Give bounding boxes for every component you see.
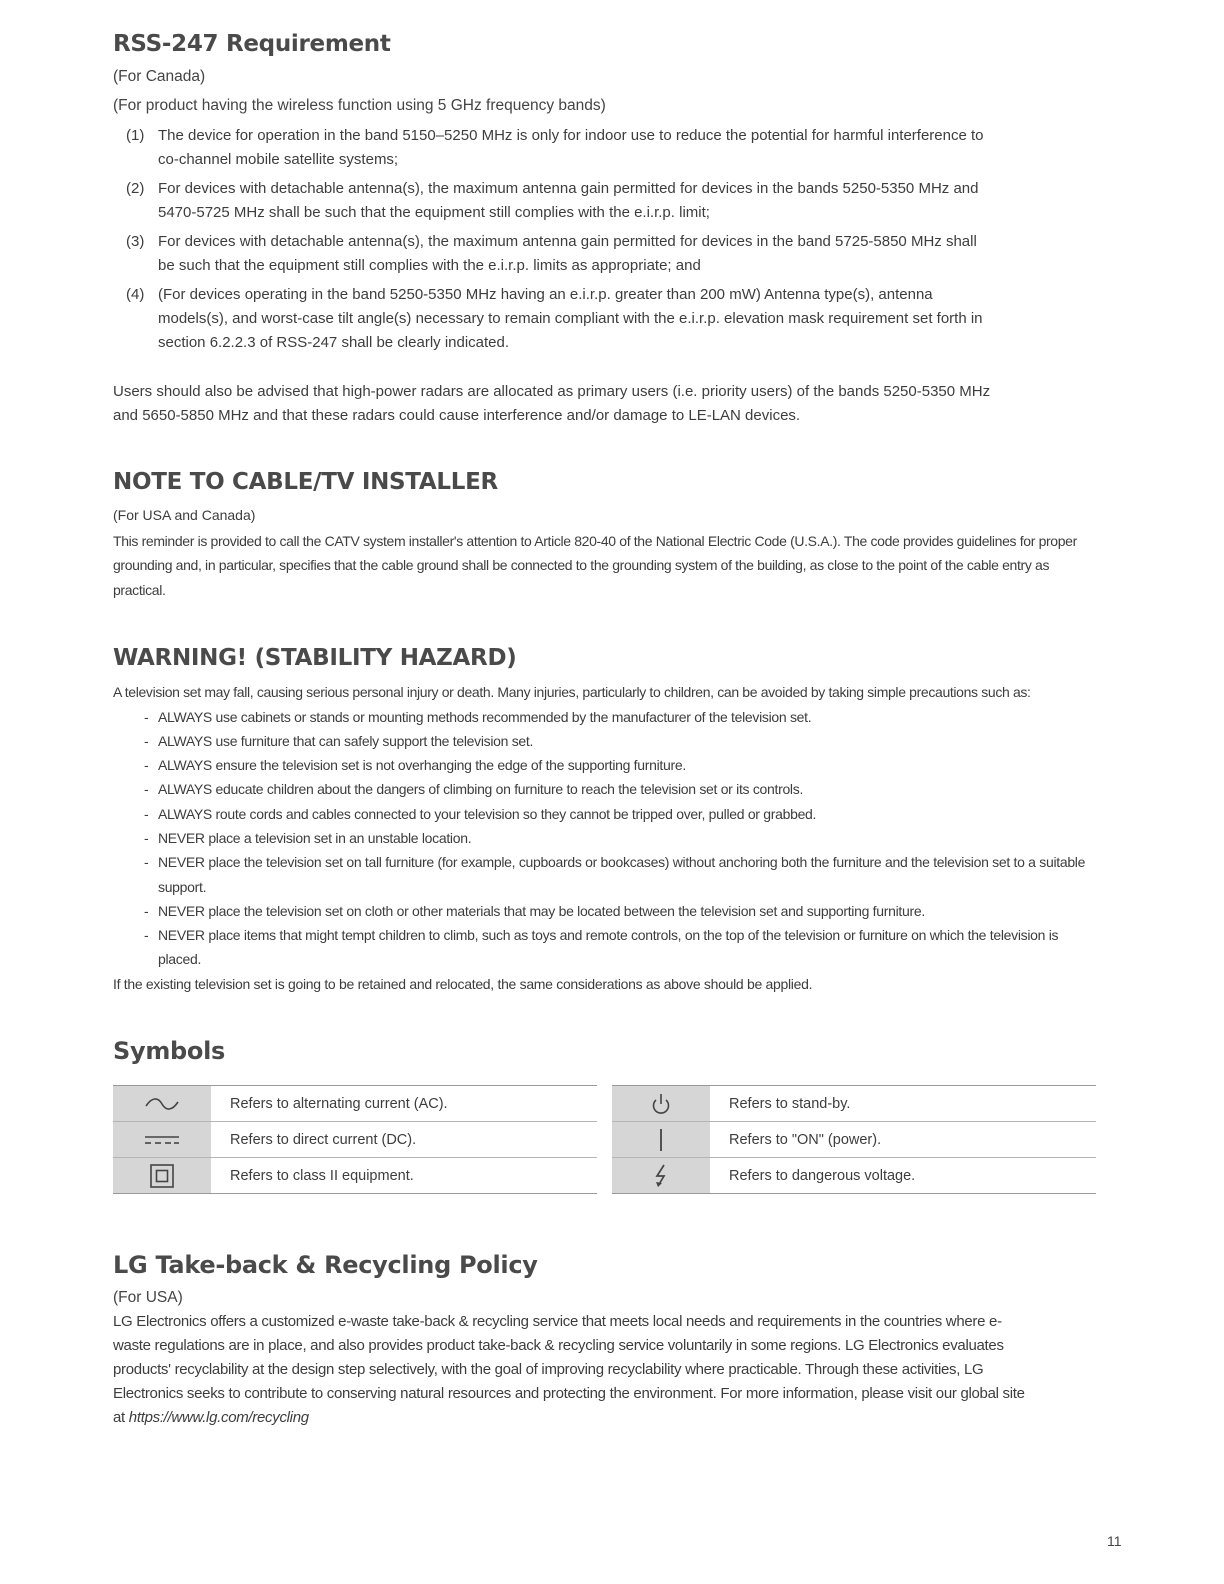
page-number: 11 — [1107, 1533, 1122, 1549]
rss-247-list — [113, 124, 993, 355]
rss-247-note: Users should also be advised that high-power radars are allocated as primary users (i.e. priority users) of the bands 5250-5350 MHz and 5650-5850 MHz and that these radars could cause interference and/or damage to LE-LAN devices. — [113, 383, 991, 424]
symbol-description: Refers to dangerous voltage. — [729, 1167, 916, 1184]
recycling-text: LG Electronics offers a customized e-waste take-back & recycling service that meets local needs and requirements in the countries where e-waste regulations are in place, and also provides product take-back & recycling service voluntarily in some regions. LG Electronics evaluates products' recyclability at the design step selectively, with the goal of improving recyclability where practicable. Through these activities, LG Electronics seeks to contribute to conserving natural resources and protecting the environment. For more information, please visit our global site at https://www.lg.com/recycling — [113, 1313, 1025, 1426]
recycling-link[interactable]: https://www.lg.com/recycling — [128, 1409, 309, 1426]
table-row — [113, 1122, 597, 1158]
symbol-description: Refers to class II equipment. — [230, 1167, 414, 1184]
catv-heading: NOTE TO CABLE/TV INSTALLER — [113, 469, 498, 495]
symbols-table-left — [113, 1085, 597, 1194]
symbols-heading: Symbols — [113, 1037, 226, 1065]
list-item: - ALWAYS use furniture that can safely support the television set. — [113, 729, 1098, 753]
warning-heading: WARNING! (STABILITY HAZARD) — [113, 645, 517, 671]
ac-icon — [113, 1086, 211, 1121]
list-item: - ALWAYS ensure the television set is not overhanging the edge of the supporting furniture. — [113, 753, 1098, 777]
table-row — [612, 1086, 1096, 1122]
table-row — [113, 1086, 597, 1122]
catv-text: This reminder is provided to call the CATV system installer's attention to Article 820-40 of the National Electric Code (U.S.A.). The code provides guidelines for proper grounding and, in particular, specifies that the cable ground shall be connected to the grounding system of the building, as close to the point of the cable entry as practical. — [113, 532, 1077, 598]
list-item: - ALWAYS educate children about the dangers of climbing on furniture to reach the television set or its controls. — [113, 777, 1098, 801]
list-item: - ALWAYS route cords and cables connected to your television so they cannot be tripped over, pulled or grabbed. — [113, 802, 1098, 826]
warning-intro: A television set may fall, causing serious personal injury or death. Many injuries, particularly to children, can be avoided by taking simple precautions such as: — [113, 684, 1031, 700]
list-item: (4) (For devices operating in the band 5250-5350 MHz having an e.i.r.p. greater than 200 mW) Antenna type(s), antenna models(s), and worst-case tilt angle(s) necessary to remain compliant with the e.i.r.p. elevation mask requirement set forth in section 6.2.2.3 of RSS-247 shall be clearly indicated. — [126, 286, 983, 351]
list-item: (1) The device for operation in the band 5150–5250 MHz is only for indoor use to reduce the potential for harmful interference to co-channel mobile satellite systems; — [126, 127, 984, 168]
symbol-description: Refers to stand-by. — [729, 1095, 851, 1112]
symbol-description: Refers to alternating current (AC). — [230, 1095, 448, 1112]
warning-list — [113, 705, 1098, 972]
symbol-description: Refers to "ON" (power). — [729, 1131, 882, 1148]
list-item: - NEVER place the television set on tall furniture (for example, cupboards or bookcases) without anchoring both the furniture and the television set to a suitable support. — [113, 850, 1098, 899]
rss-247-section — [113, 30, 1103, 428]
table-row — [612, 1158, 1096, 1194]
list-item: (3) For devices with detachable antenna(s), the maximum antenna gain permitted for devices in the band 5725-5850 MHz shall be such that the equipment still complies with the e.i.r.p. limits as appropriate; and — [126, 233, 977, 274]
table-row — [612, 1122, 1096, 1158]
table-row — [113, 1158, 597, 1194]
warning-section — [113, 644, 1103, 996]
list-item: (2) For devices with detachable antenna(s), the maximum antenna gain permitted for devices in the bands 5250-5350 MHz and 5470-5725 MHz shall be such that the equipment still complies with the e.i.r.p. limit; — [126, 180, 979, 221]
dangerous-voltage-icon — [612, 1158, 710, 1193]
list-item: - NEVER place a television set in an unstable location. — [113, 826, 1098, 850]
list-item: - NEVER place the television set on cloth or other materials that may be located between the television set and supporting furniture. — [113, 899, 1098, 923]
power-on-icon — [612, 1122, 710, 1157]
class-ii-icon — [113, 1158, 211, 1193]
recycling-heading: LG Take-back & Recycling Policy — [113, 1251, 538, 1279]
list-item: - ALWAYS use cabinets or stands or mounting methods recommended by the manufacturer of the television set. — [113, 705, 1098, 729]
symbols-table-right — [612, 1085, 1096, 1194]
standby-icon — [612, 1086, 710, 1121]
dc-icon — [113, 1122, 211, 1157]
symbol-description: Refers to direct current (DC). — [230, 1131, 417, 1148]
catv-section — [113, 468, 1103, 602]
list-item: - NEVER place items that might tempt children to climb, such as toys and remote controls, on the top of the television or furniture on which the television is placed. — [113, 923, 1098, 972]
recycling-section — [113, 1250, 1103, 1430]
rss-247-heading: RSS-247 Requirement — [113, 31, 391, 57]
recycling-region: (For USA) — [113, 1289, 183, 1306]
rss-247-region: (For Canada) — [113, 68, 206, 85]
catv-region: (For USA and Canada) — [113, 507, 256, 523]
warning-outro: If the existing television set is going to be retained and relocated, the same considerations as above should be applied. — [113, 975, 813, 992]
rss-247-scope: (For product having the wireless function using 5 GHz frequency bands) — [113, 97, 606, 114]
